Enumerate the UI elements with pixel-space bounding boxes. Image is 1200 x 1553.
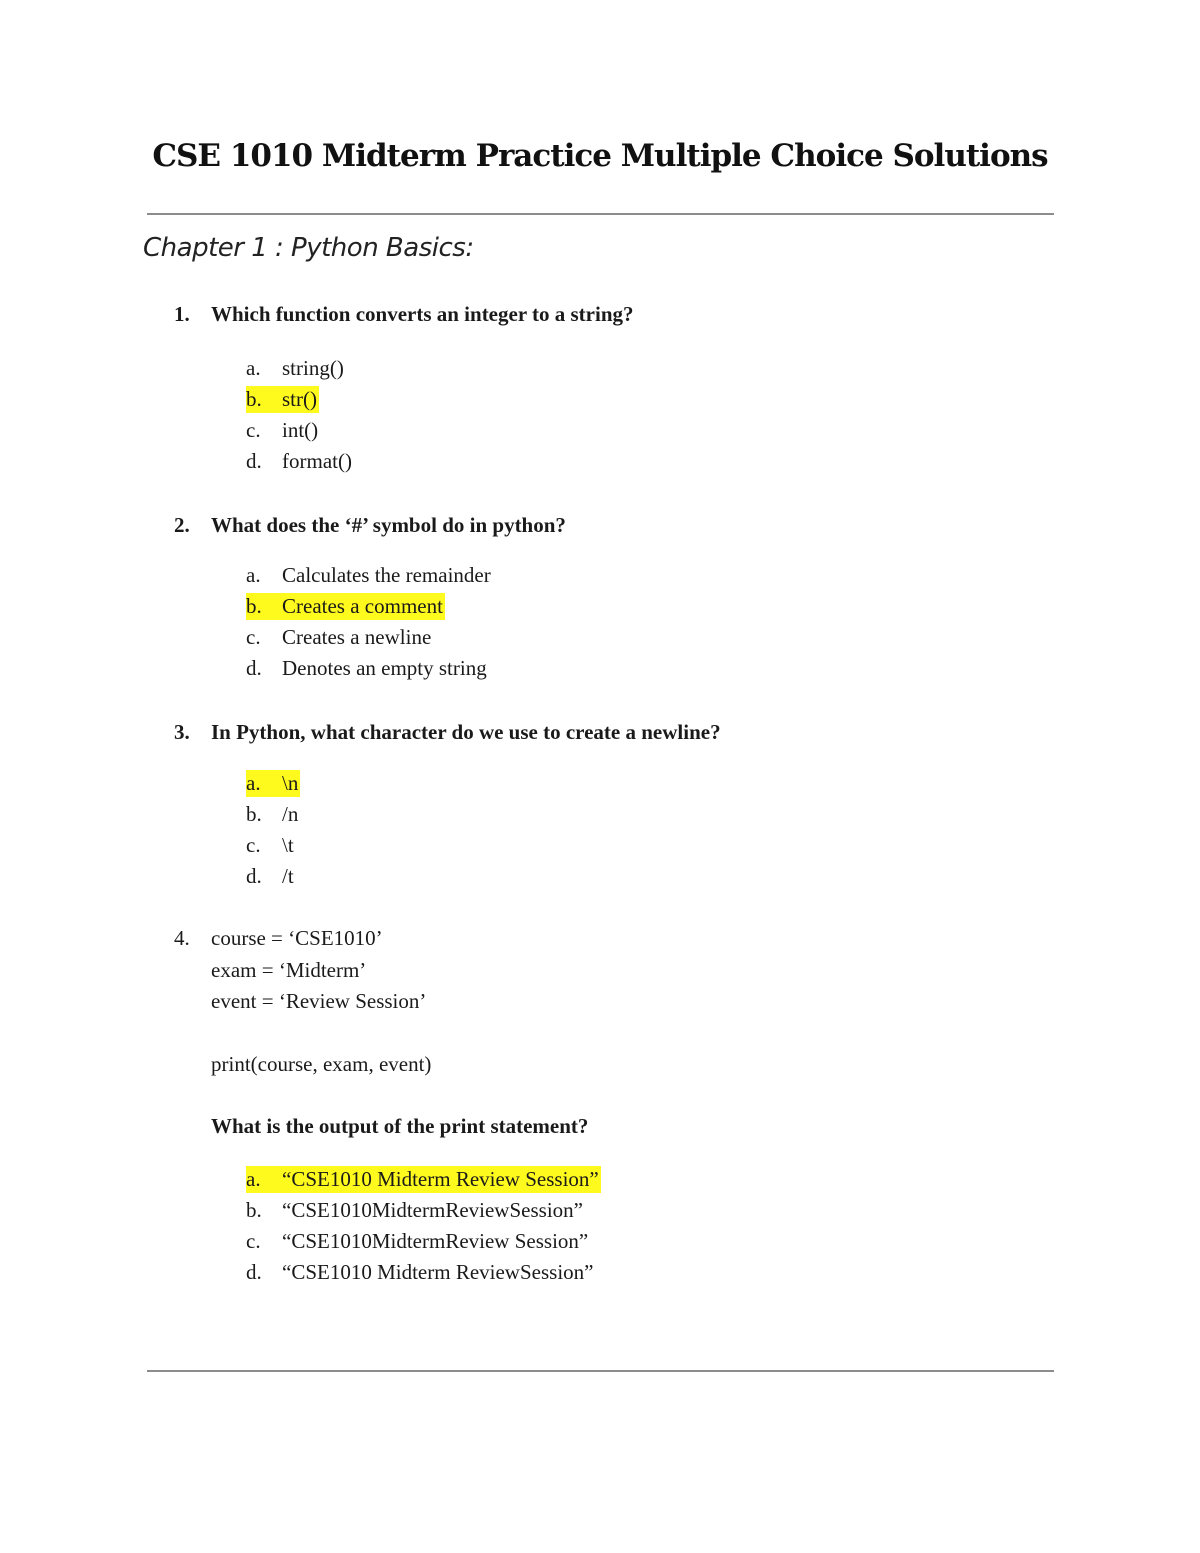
option-letter: d. bbox=[246, 449, 262, 473]
option-letter: c. bbox=[246, 418, 261, 442]
code-line: event = ‘Review Session’ bbox=[211, 989, 427, 1013]
option-d bbox=[246, 1259, 593, 1286]
code-line: course = ‘CSE1010’ bbox=[211, 926, 383, 950]
option-text: Creates a comment bbox=[282, 594, 443, 618]
option-b-correct bbox=[246, 593, 445, 620]
option-text: str() bbox=[282, 387, 317, 411]
option-letter: b. bbox=[246, 1198, 262, 1222]
option-letter: b. bbox=[246, 387, 262, 411]
option-text: Creates a newline bbox=[282, 625, 432, 649]
code-line: print(course, exam, event) bbox=[211, 1052, 432, 1076]
question-text: What does the ‘#’ symbol do in python? bbox=[211, 513, 566, 537]
option-letter: c. bbox=[246, 625, 261, 649]
option-letter: a. bbox=[246, 771, 261, 795]
bottom-divider bbox=[147, 1370, 1054, 1372]
option-letter: d. bbox=[246, 864, 262, 888]
option-d bbox=[246, 655, 487, 682]
option-d bbox=[246, 863, 294, 890]
option-c bbox=[246, 624, 431, 651]
option-b bbox=[246, 801, 298, 828]
option-a-correct bbox=[246, 1166, 601, 1193]
option-letter: a. bbox=[246, 356, 261, 380]
top-divider bbox=[147, 213, 1054, 215]
option-text: Denotes an empty string bbox=[282, 656, 487, 680]
question-text: What is the output of the print statement? bbox=[211, 1114, 589, 1138]
option-letter: a. bbox=[246, 1167, 261, 1191]
option-text: “CSE1010 Midterm ReviewSession” bbox=[282, 1260, 594, 1284]
option-text: \n bbox=[282, 771, 299, 795]
option-text: format() bbox=[282, 449, 352, 473]
option-c bbox=[246, 832, 294, 859]
option-letter: b. bbox=[246, 594, 262, 618]
option-text: \t bbox=[282, 833, 294, 857]
option-c bbox=[246, 417, 318, 444]
option-text: /n bbox=[282, 802, 299, 826]
option-a-correct bbox=[246, 770, 300, 797]
question-number: 2. bbox=[174, 513, 190, 537]
code-line: exam = ‘Midterm’ bbox=[211, 958, 367, 982]
option-letter: d. bbox=[246, 1260, 262, 1284]
option-c bbox=[246, 1228, 588, 1255]
option-a bbox=[246, 355, 344, 382]
chapter-heading: Chapter 1 : Python Basics: bbox=[143, 233, 474, 263]
option-letter: d. bbox=[246, 656, 262, 680]
option-letter: c. bbox=[246, 833, 261, 857]
option-d bbox=[246, 448, 352, 475]
option-b-correct bbox=[246, 386, 319, 413]
question-number: 4. bbox=[174, 926, 190, 950]
option-letter: c. bbox=[246, 1229, 261, 1253]
option-text: “CSE1010MidtermReview Session” bbox=[282, 1229, 589, 1253]
option-b bbox=[246, 1197, 583, 1224]
option-letter: a. bbox=[246, 563, 261, 587]
option-text: /t bbox=[282, 864, 294, 888]
option-a bbox=[246, 562, 491, 589]
option-text: string() bbox=[282, 356, 344, 380]
option-text: “CSE1010MidtermReviewSession” bbox=[282, 1198, 583, 1222]
option-text: Calculates the remainder bbox=[282, 563, 491, 587]
option-text: “CSE1010 Midterm Review Session” bbox=[282, 1167, 599, 1191]
question-text: Which function converts an integer to a string? bbox=[211, 302, 634, 326]
question-number: 3. bbox=[174, 720, 190, 744]
page-title: CSE 1010 Midterm Practice Multiple Choice Solutions bbox=[152, 138, 1048, 174]
option-text: int() bbox=[282, 418, 319, 442]
option-letter: b. bbox=[246, 802, 262, 826]
question-text: In Python, what character do we use to create a newline? bbox=[211, 720, 721, 744]
question-number: 1. bbox=[174, 302, 190, 326]
